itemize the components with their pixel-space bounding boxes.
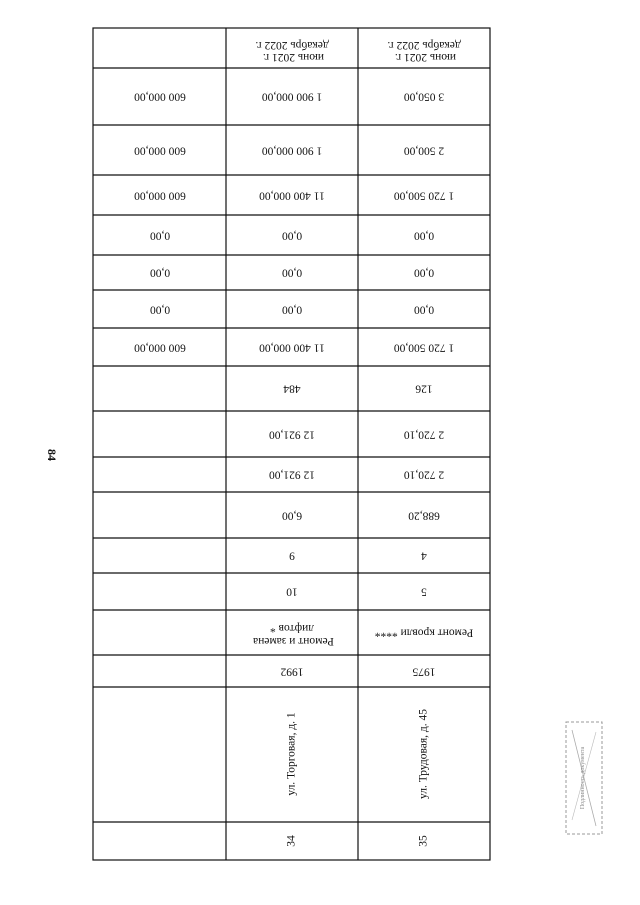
row35-year: 1975	[412, 665, 436, 678]
document-stamp	[566, 722, 602, 834]
row35-cost-municipal: 0,00	[413, 229, 435, 242]
row35-cost-total: 1 720 500,00	[393, 341, 455, 354]
header-period-2	[387, 39, 460, 63]
prev-cost-total: 600 000,00	[134, 341, 186, 354]
row35-residents: 126	[415, 382, 433, 395]
row34-work-type	[250, 622, 334, 647]
row34-cost-fund: 0,00	[281, 303, 303, 316]
row35-number: 35	[417, 835, 430, 847]
row34-cost-owners: 11 400 000,00	[259, 189, 325, 202]
row34-area-living: 12 921,00	[269, 468, 315, 481]
row34-area-residential: 12 921,00	[269, 428, 315, 441]
row34-entrances: 9	[289, 549, 295, 562]
stamp-text: Подлинность документа	[580, 746, 586, 810]
row35-area-total: 688,20	[408, 509, 440, 522]
header-period-2-line2: декабрь 2022 г.	[387, 39, 461, 51]
header-period-1	[255, 39, 328, 63]
row34-year: 1992	[280, 665, 304, 678]
row34-cost-total: 11 400 000,00	[259, 341, 325, 354]
prev-cost-municipal: 0,00	[149, 229, 171, 242]
prev-unit-cost-max: 600 000,00	[134, 90, 186, 103]
table-row-35	[374, 90, 473, 846]
row34-unit-cost-max: 1 900 000,00	[261, 90, 323, 103]
header-period-2-line1: июнь 2021 г.	[394, 51, 457, 63]
row34-work-type-line1: Ремонт и замена	[253, 635, 334, 647]
row35-cost-region: 0,00	[413, 266, 435, 279]
row35-unit-cost: 2 500,00	[403, 144, 445, 157]
page-number: 84	[45, 449, 59, 461]
prev-cost-fund: 0,00	[149, 303, 171, 316]
row35-entrances: 4	[421, 549, 427, 562]
prev-cost-owners: 600 000,00	[134, 189, 186, 202]
row35-floors: 5	[421, 585, 427, 598]
row35-area-residential: 2 720,10	[403, 428, 445, 441]
row34-residents: 484	[283, 382, 301, 395]
row35-work-type: Ремонт кровли ****	[374, 626, 474, 639]
header-period-1-line1: июнь 2021 г.	[262, 51, 325, 63]
table-row-34	[250, 90, 334, 846]
row34-floors: 10	[286, 585, 298, 598]
row35-address: ул. Трудовая, д. 45	[417, 708, 430, 800]
row34-number: 34	[285, 835, 298, 847]
prev-unit-cost: 600 000,00	[134, 144, 186, 157]
row35-unit-cost-max: 3 050,00	[403, 90, 445, 103]
row34-address: ул. Торговая, д. 1	[285, 712, 298, 796]
row34-work-type-line2: лифтов *	[269, 622, 315, 634]
row34-cost-region: 0,00	[281, 266, 303, 279]
row35-cost-owners: 1 720 500,00	[393, 189, 455, 202]
row35-cost-fund: 0,00	[413, 303, 435, 316]
row34-unit-cost: 1 900 000,00	[261, 144, 323, 157]
row34-area-total: 6,00	[281, 509, 303, 522]
previous-row-values	[134, 90, 186, 353]
header-period-1-line2: декабрь 2022 г.	[255, 39, 329, 51]
row35-area-living: 2 720,10	[403, 468, 445, 481]
prev-cost-region: 0,00	[149, 266, 171, 279]
row34-cost-municipal: 0,00	[281, 229, 303, 242]
